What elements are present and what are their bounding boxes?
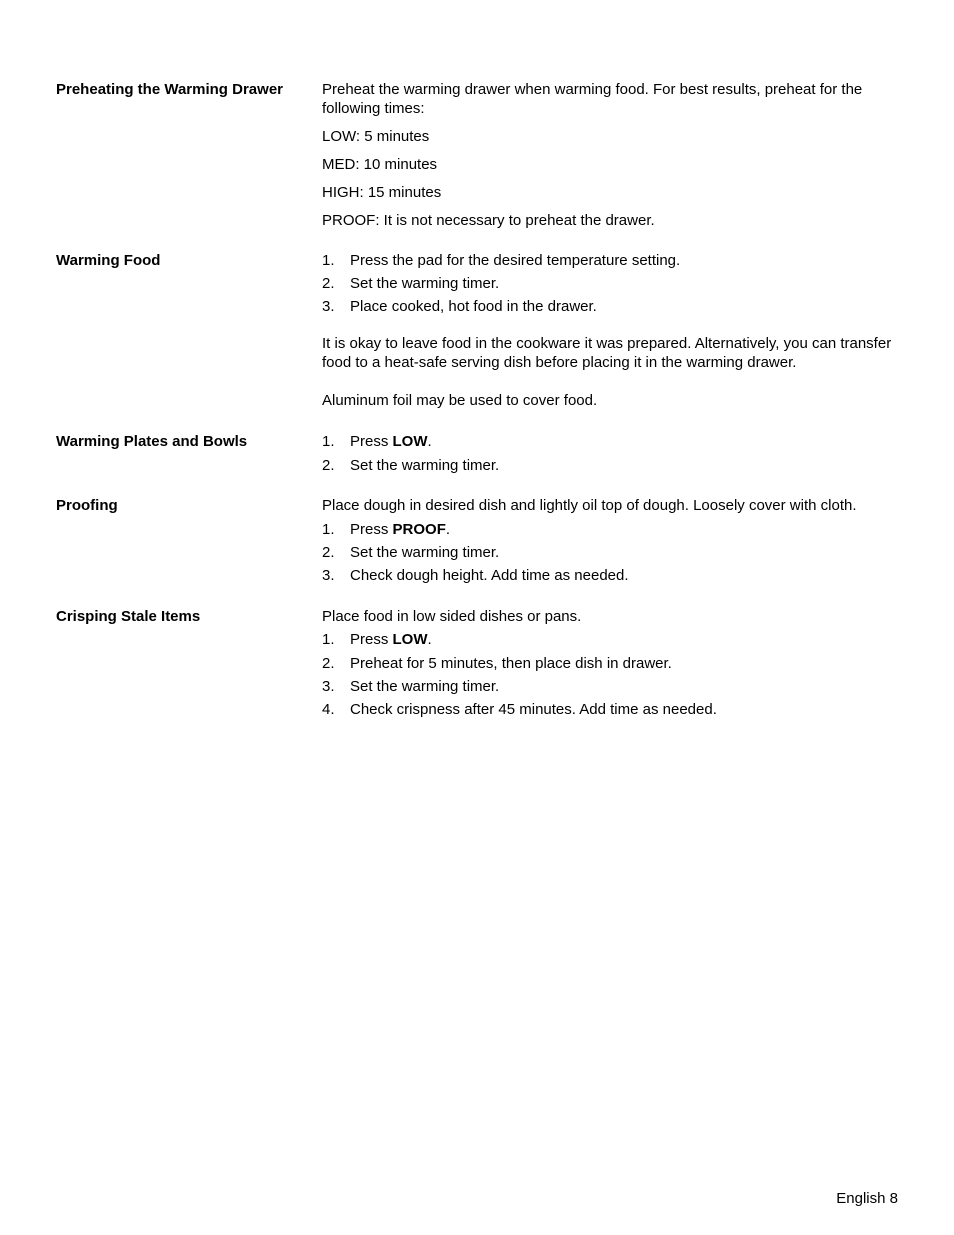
paragraph: Place food in low sided dishes or pans.: [322, 608, 582, 625]
step-text-prefix: Press: [350, 631, 393, 648]
list-item: [322, 654, 898, 673]
steps-list: [322, 432, 898, 475]
step-text-suffix: .: [427, 631, 432, 648]
section-heading: Warming Plates and Bowls: [56, 433, 248, 450]
step-text: Set the warming timer.: [350, 457, 500, 474]
list-item: [322, 297, 898, 316]
list-item: [322, 700, 898, 719]
step-number: 3.: [322, 298, 335, 315]
preheat-time-high: HIGH: 15 minutes: [322, 184, 442, 201]
section-heading: Preheating the Warming Drawer: [56, 81, 283, 98]
page-footer: English 8: [836, 1190, 898, 1207]
step-text: Preheat for 5 minutes, then place dish in drawer.: [350, 655, 672, 672]
section-body: [322, 607, 898, 719]
step-number: 4.: [322, 701, 335, 718]
section-body: [322, 496, 898, 585]
section-heading: Proofing: [56, 497, 118, 514]
list-item: [322, 456, 898, 475]
list-item: [322, 566, 898, 585]
steps-list: [322, 520, 898, 585]
section-heading: Warming Food: [56, 252, 161, 269]
setting-low: LOW: [392, 433, 428, 450]
preheat-time-low: LOW: 5 minutes: [322, 128, 430, 145]
step-text-suffix: .: [427, 433, 432, 450]
section-body: [322, 80, 898, 230]
list-item: [322, 251, 898, 270]
steps-list: [322, 251, 898, 316]
step-number: 2.: [322, 275, 335, 292]
step-number: 1.: [322, 631, 335, 648]
list-item: [322, 432, 898, 451]
preheat-proof-note: PROOF: It is not necessary to preheat the drawer.: [322, 212, 655, 229]
step-number: 1.: [322, 521, 335, 538]
step-number: 2.: [322, 457, 335, 474]
section-body: [322, 251, 898, 410]
list-item: [322, 630, 898, 649]
step-text: Set the warming timer.: [350, 544, 500, 561]
step-number: 2.: [322, 655, 335, 672]
step-text-prefix: Press: [350, 433, 393, 450]
step-number: 3.: [322, 567, 335, 584]
step-number: 1.: [322, 252, 335, 269]
paragraph: It is okay to leave food in the cookware it was prepared. Alternatively, you can transfer food to a heat-safe serving dish before placing it in the warming drawer.: [322, 335, 892, 371]
step-text-prefix: Press: [350, 521, 393, 538]
list-item: [322, 520, 898, 539]
preheat-time-med: MED: 10 minutes: [322, 156, 438, 173]
setting-proof: PROOF: [392, 521, 446, 538]
setting-low: LOW: [392, 631, 428, 648]
list-item: [322, 543, 898, 562]
step-number: 2.: [322, 544, 335, 561]
section-heading: Crisping Stale Items: [56, 608, 201, 625]
step-text: Check crispness after 45 minutes. Add time as needed.: [350, 701, 717, 718]
section-body: [322, 432, 898, 475]
paragraph: Aluminum foil may be used to cover food.: [322, 392, 598, 409]
step-text: Place cooked, hot food in the drawer.: [350, 298, 597, 315]
step-text: Press the pad for the desired temperature setting.: [350, 252, 681, 269]
paragraph: Place dough in desired dish and lightly oil top of dough. Loosely cover with cloth.: [322, 497, 857, 514]
step-text-suffix: .: [445, 521, 451, 538]
list-item: [322, 677, 898, 696]
step-number: 1.: [322, 433, 335, 450]
paragraph: Preheat the warming drawer when warming food. For best results, preheat for the following times:: [322, 81, 863, 117]
steps-list: [322, 630, 898, 719]
step-text: Check dough height. Add time as needed.: [350, 567, 629, 584]
step-number: 3.: [322, 678, 335, 695]
list-item: [322, 274, 898, 293]
step-text: Set the warming timer.: [350, 678, 500, 695]
step-text: Set the warming timer.: [350, 275, 500, 292]
